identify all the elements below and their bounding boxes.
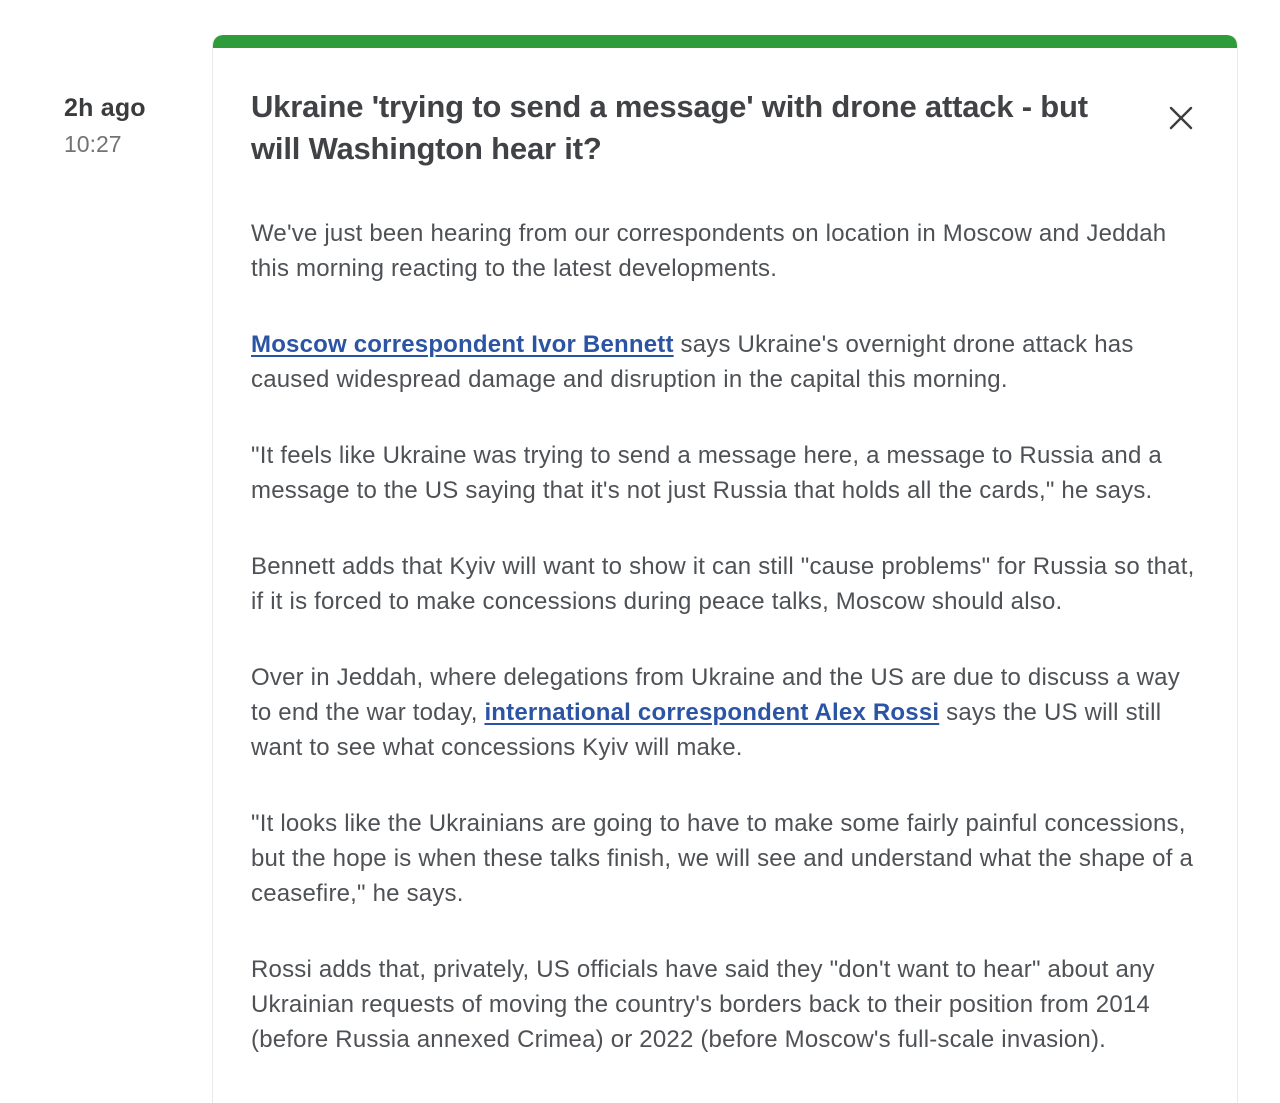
correspondent-link[interactable]: Moscow correspondent Ivor Bennett [251, 331, 674, 358]
post-body [251, 216, 1199, 1057]
paragraph: Over in Jeddah, where delegations from Ukraine and the US are due to discuss a way to end the war today, international correspondent Alex Rossi says the US will still want to see what concessions Kyiv will make. [251, 664, 1180, 761]
post-timestamp [64, 93, 146, 157]
paragraph: "It looks like the Ukrainians are going to have to make some fairly painful concessions, but the hope is when these talks finish, we will see and understand what the shape of a ceasefire," he says. [251, 810, 1193, 907]
paragraph: We've just been hearing from our correspondents on location in Moscow and Jeddah this morning reacting to the latest developments. [251, 220, 1167, 282]
paragraph: Moscow correspondent Ivor Bennett says Ukraine's overnight drone attack has caused widespread damage and disruption in the capital this morning. [251, 331, 1134, 393]
close-icon [1164, 101, 1198, 135]
paragraph: Bennett adds that Kyiv will want to show it can still "cause problems" for Russia so that, if it is forced to make concessions during peace talks, Moscow should also. [251, 553, 1195, 615]
card-accent-bar [213, 35, 1237, 48]
close-button[interactable] [1161, 98, 1201, 138]
post-card [212, 35, 1238, 1103]
paragraph: "It feels like Ukraine was trying to send a message here, a message to Russia and a message to the US saying that it's not just Russia that holds all the cards," he says. [251, 442, 1162, 504]
paragraph: Rossi adds that, privately, US officials have said they "don't want to hear" about any Ukrainian requests of moving the country's borders back to their position from 2014 (before Russia annexed Crimea) or 2022 (before Moscow's full-scale invasion). [251, 956, 1155, 1053]
correspondent-link[interactable]: international correspondent Alex Rossi [484, 699, 940, 726]
post-title: Ukraine 'trying to send a message' with drone attack - but will Washington hear it? [251, 89, 1088, 166]
clock-time: 10:27 [64, 131, 122, 157]
card-content [213, 48, 1237, 1097]
relative-time: 2h ago [64, 94, 146, 122]
